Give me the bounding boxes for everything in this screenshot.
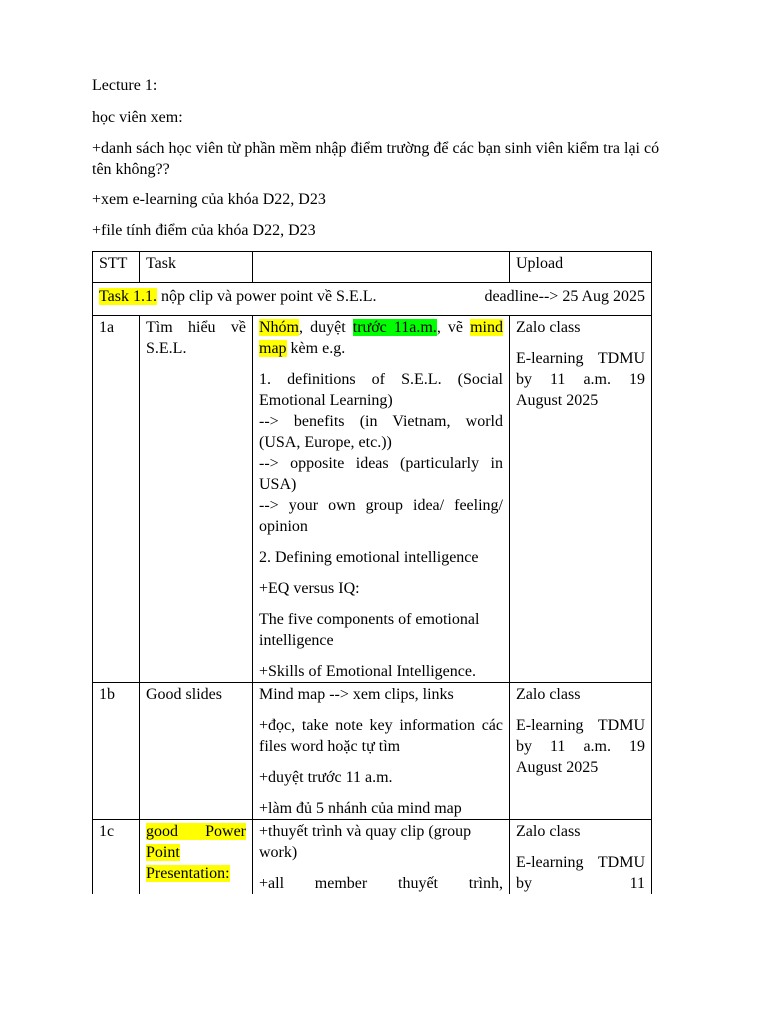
intro-line: học viên xem: <box>92 109 183 126</box>
task-text: nộp clip và power point về S.E.L. <box>156 288 377 305</box>
table-row <box>93 683 652 820</box>
lecture-title: Lecture 1: <box>92 77 158 94</box>
opinion-line: --> your own group idea/ feeling/ opinion <box>259 497 503 535</box>
upload-zalo: Zalo class <box>516 319 581 336</box>
task-deadline: deadline--> 25 Aug 2025 <box>484 288 645 305</box>
row-1b-review: +duyệt trước 11 a.m. <box>259 769 393 786</box>
task-label: Task 1.1. <box>99 288 157 305</box>
header-stt: STT <box>93 252 140 283</box>
table-row <box>93 820 652 895</box>
upload-elearning: E-learning TDMU by 11 a.m. 19 August 2025 <box>516 350 645 409</box>
row-1b-task: Good slides <box>140 683 253 820</box>
row-1c-stt: 1c <box>93 820 140 895</box>
upload-elearning: E-learning TDMU by 11 <box>516 854 645 892</box>
table-row <box>93 316 652 683</box>
row-1a-components: The five components of emotional intelligence <box>259 611 480 649</box>
task-heading-row <box>93 283 652 316</box>
deadline-highlight: trước 11a.m. <box>352 319 437 336</box>
row-1c-task <box>140 820 253 895</box>
instruction-text: , vẽ <box>436 319 471 336</box>
upload-zalo: Zalo class <box>516 823 581 840</box>
row-1c-all-members: +all member thuyết trình, <box>259 875 503 892</box>
mindmap-highlight: mind map <box>259 319 503 357</box>
presentation-highlight: good Power Point Presentation: <box>146 823 246 882</box>
row-1b-branches: +làm đủ 5 nhánh của mind map <box>259 800 462 817</box>
header-upload: Upload <box>510 252 652 283</box>
row-1b-mindmap: Mind map --> xem clips, links <box>259 686 454 703</box>
table-header-row <box>93 252 652 283</box>
bullet-elearning: +xem e-learning của khóa D22, D23 <box>92 191 326 208</box>
row-1a-definitions <box>259 369 503 537</box>
row-1b-read: +đọc, take note key information các files word hoặc tự tìm <box>259 717 503 755</box>
row-1a-defining-ei: 2. Defining emotional intelligence <box>259 549 479 566</box>
row-1a-skills: +Skills of Emotional Intelligence. <box>259 663 476 680</box>
bullet-student-list: +danh sách học viên từ phần mềm nhập điểm trường để các bạn sinh viên kiểm tra lại có tên không?? <box>92 140 660 178</box>
row-1a-instruction <box>259 317 503 359</box>
header-task: Task <box>140 252 253 283</box>
nhom-highlight: Nhóm <box>259 319 299 336</box>
definitions-line: 1. definitions of S.E.L. (Social Emotional Learning) <box>259 371 503 409</box>
upload-zalo: Zalo class <box>516 686 581 703</box>
row-1c-detail <box>253 820 510 895</box>
opposite-line: --> opposite ideas (particularly in USA) <box>259 455 503 493</box>
row-1a-detail <box>253 316 510 683</box>
instruction-text: kèm e.g. <box>286 340 346 357</box>
row-1b-detail <box>253 683 510 820</box>
row-1b-upload <box>510 683 652 820</box>
row-1a-eq-iq: +EQ versus IQ: <box>259 580 360 597</box>
bullet-grade-file: +file tính điểm của khóa D22, D23 <box>92 222 316 239</box>
task-heading-cell <box>93 283 652 316</box>
header-detail <box>253 252 510 283</box>
benefits-line: --> benefits (in Vietnam, world (USA, Europe, etc.)) <box>259 413 503 451</box>
row-1a-upload <box>510 316 652 683</box>
row-1c-upload <box>510 820 652 895</box>
instruction-text: , duyệt <box>299 319 353 336</box>
row-1a-task: Tìm hiểu về S.E.L. <box>140 316 253 683</box>
row-1a-stt: 1a <box>93 316 140 683</box>
task-table <box>92 251 652 894</box>
row-1c-present: +thuyết trình và quay clip (group work) <box>259 823 472 861</box>
upload-elearning: E-learning TDMU by 11 a.m. 19 August 2025 <box>516 717 645 776</box>
row-1b-stt: 1b <box>93 683 140 820</box>
